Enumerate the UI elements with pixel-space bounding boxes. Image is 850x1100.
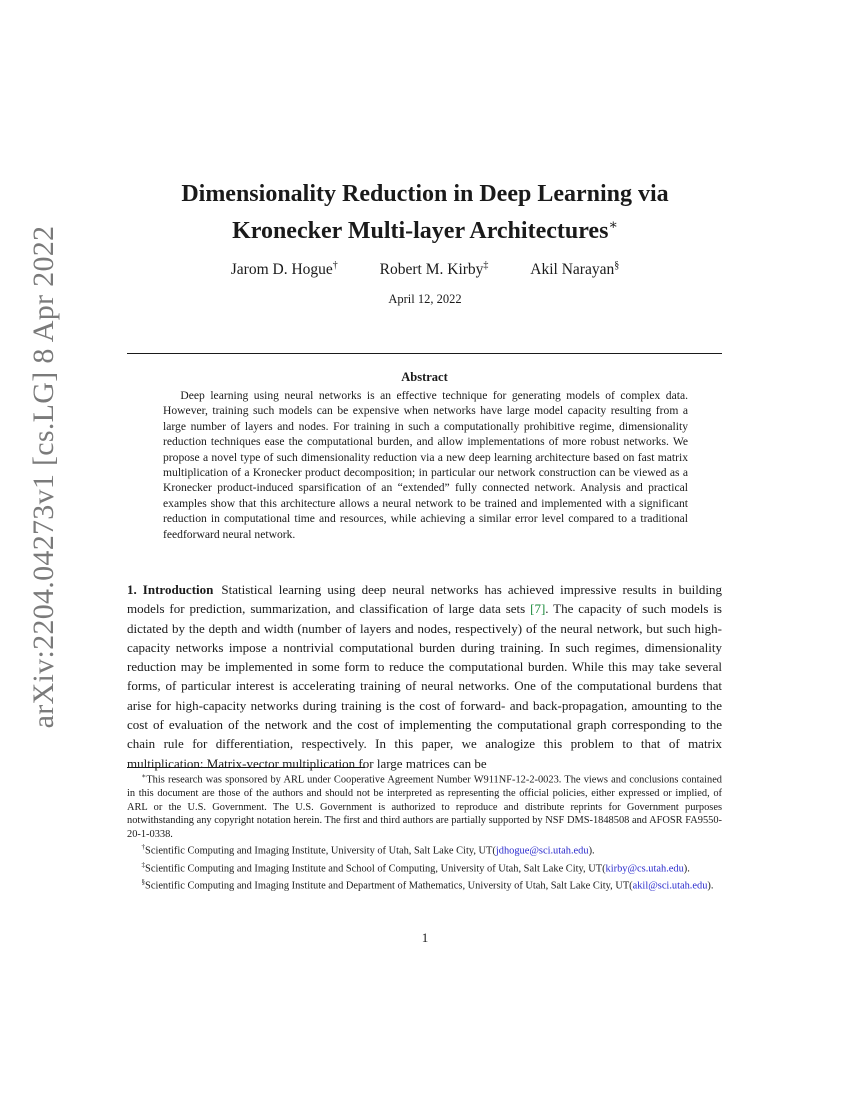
publication-date: April 12, 2022: [388, 292, 462, 306]
footnote-divider: [127, 767, 365, 768]
abstract-heading: Abstract: [401, 370, 448, 384]
email-link-kirby[interactable]: kirby@cs.utah.edu: [605, 862, 684, 874]
author-list: [110, 260, 740, 279]
email-link-narayan[interactable]: akil@sci.utah.edu: [632, 880, 708, 892]
author-narayan: Akil Narayan§: [530, 260, 620, 279]
section-heading-introduction: 1. Introduction: [127, 582, 214, 597]
title-footnote-mark: ∗: [608, 218, 618, 233]
footnote-narayan: §Scientific Computing and Imaging Institute and Department of Mathematics, University of Utah, Salt Lake City, UT(akil@sci.utah.edu).: [141, 877, 714, 892]
abstract-text: Deep learning using neural networks is an effective technique for generating models of complex data. However, training such models can be expensive when networks have large model capacity resulting from a large number of layers and nodes. For training in such a computationally prohibitive regime, dimensionality reduction techniques ease the computational burden, and allow implementations of more robust networks. We propose a novel type of such dimensionality reduction via a new deep learning architecture based on fast matrix multiplication of a Kronecker product decomposition; in particular our network construction can be viewed as a Kronecker product-induced sparsification of an “extended” fully connected network. Analysis and practical examples show that this architecture allows a neural network to be trained and implemented with a significant reduction in computational time and resources, while achieving a similar error level compared to a traditional feedforward neural network.: [163, 389, 688, 541]
intro-text-start: Statistical learning using deep neural networks has achieved impressive results in building models for prediction, summarization, and classification of large data sets: [127, 582, 722, 617]
footnote-hogue: †Scientific Computing and Imaging Institute, University of Utah, Salt Lake City, UT(jdhogue@sci.utah.edu).: [141, 843, 595, 857]
page-number: 1: [421, 930, 429, 945]
introduction-paragraph: [127, 580, 722, 773]
title-line-1: Dimensionality Reduction in Deep Learning via: [181, 181, 669, 207]
footnote-kirby: ‡Scientific Computing and Imaging Institute and School of Computing, University of Utah, Salt Lake City, UT(kirby@cs.utah.edu).: [141, 860, 690, 874]
footnotes: [127, 770, 722, 893]
title-line-2: Kronecker Multi-layer Architectures: [232, 218, 609, 244]
intro-text-rest: . The capacity of such models is dictated by the depth and width (number of layers and nodes, respectively) of the neural network, but such high-capacity networks impose a nontrivial computational burden during training. In such regimes, dimensionality reduction may be implemented in some form to reduce the computational burden. While this may take several forms, of particular interest is accelerating training of neural networks. One of the computational burdens that arise for high-capacity networks during training is the cost of forward- and back-propagation, amounting to the cost of evaluation of the network and the cost of implementing the computational graph corresponding to the chain rule for differentiation, respectively. In this paper, we analogize this problem to that of matrix multiplication: Matrix-vector multiplication for large matrices can be: [127, 601, 722, 771]
citation-link[interactable]: [7]: [530, 601, 546, 617]
abstract-divider: [127, 353, 722, 354]
email-link-hogue[interactable]: jdhogue@sci.utah.edu: [495, 845, 589, 857]
author-kirby: Robert M. Kirby‡: [379, 260, 489, 279]
arxiv-stamp-text: arXiv:2204.04273v1 [cs.LG] 8 Apr 2022: [27, 225, 60, 729]
paper-title: [110, 178, 740, 247]
footnote-funding: ∗This research was sponsored by ARL under Cooperative Agreement Number W911NF-12-2-0023. The views and conclusions contained in this document are those of the authors and should not be interpreted as representing the official policies, either expressed or implied, of ARL or the U.S. Government. The U.S. Government is authorized to reproduce and distribute reprints for Government purposes notwithstanding any copyright notation herein. The first and third authors are partially supported by NSF DMS-1848508 and AFOSR FA9550-20-1-0338.: [127, 772, 722, 840]
author-hogue: Jarom D. Hogue†: [230, 260, 338, 279]
arxiv-stamp: [22, 225, 66, 729]
